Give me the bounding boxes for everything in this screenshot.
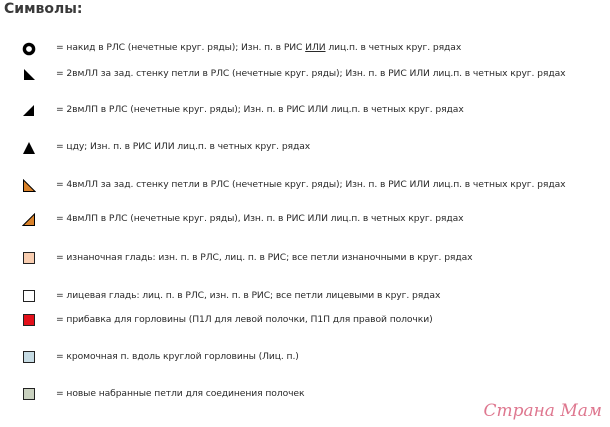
legend-text: = накид в РЛС (нечетные круг. ряды); Изн. п. в РИС ИЛИ лиц.п. в четных круг. рядах: [56, 42, 462, 53]
legend-text: = 2вмЛЛ за зад. стенку петли в РЛС (нечетные круг. ряды); Изн. п. в РИС ИЛИ лиц.п. в четных круг. рядах: [56, 68, 566, 79]
light-blue-square-icon: [23, 351, 35, 363]
legend-text: = 2вмЛП в РЛС (нечетные круг. ряды); Изн. п. в РИС ИЛИ лиц.п. в четных круг. рядах: [56, 104, 464, 115]
legend-row: [0, 102, 610, 118]
legend-row: [0, 349, 610, 365]
legend-text: = прибавка для горловины (П1Л для левой полочки, П1П для правой полочки): [56, 314, 433, 325]
legend-text: = кромочная п. вдоль круглой горловины (Лиц. п.): [56, 351, 299, 362]
grey-green-square-icon: [23, 388, 35, 400]
white-square-icon: [23, 290, 35, 302]
legend-row: [0, 312, 610, 328]
left-triangle-icon: [22, 68, 36, 82]
legend-row: [0, 177, 610, 193]
legend-row: [0, 250, 610, 266]
watermark: Страна Мам: [483, 401, 602, 421]
legend-row: [0, 139, 610, 155]
circle-ring-icon: [22, 42, 36, 56]
legend-row: [0, 40, 610, 56]
orange-left-triangle-icon: [22, 179, 36, 193]
red-square-icon: [23, 314, 35, 326]
legend-text: = новые набранные петли для соединения полочек: [56, 388, 305, 399]
legend-title: Символы:: [4, 1, 83, 17]
legend-row: [0, 211, 610, 227]
right-triangle-icon: [22, 104, 36, 118]
legend-text: = лицевая гладь: лиц. п. в РЛС, изн. п. в РИС; все петли лицевыми в круг. рядах: [56, 290, 441, 301]
legend-text: = цду; Изн. п. в РИС ИЛИ лиц.п. в четных круг. рядах: [56, 141, 311, 152]
triangle-icon: [22, 141, 36, 155]
peach-square-icon: [23, 252, 35, 264]
legend-text: = 4вмЛП в РЛС (нечетные круг. ряды), Изн. п. в РИС ИЛИ лиц.п. в четных круг. рядах: [56, 213, 464, 224]
legend-row: [0, 66, 610, 82]
legend-row: [0, 288, 610, 304]
orange-right-triangle-icon: [22, 213, 36, 227]
legend-text: = изнаночная гладь: изн. п. в РЛС, лиц. п. в РИС; все петли изнаночными в круг. рядах: [56, 252, 473, 263]
legend-text: = 4вмЛЛ за зад. стенку петли в РЛС (нечетные круг. ряды); Изн. п. в РИС ИЛИ лиц.п. в четных круг. рядах: [56, 179, 566, 190]
legend-row: [0, 386, 610, 402]
